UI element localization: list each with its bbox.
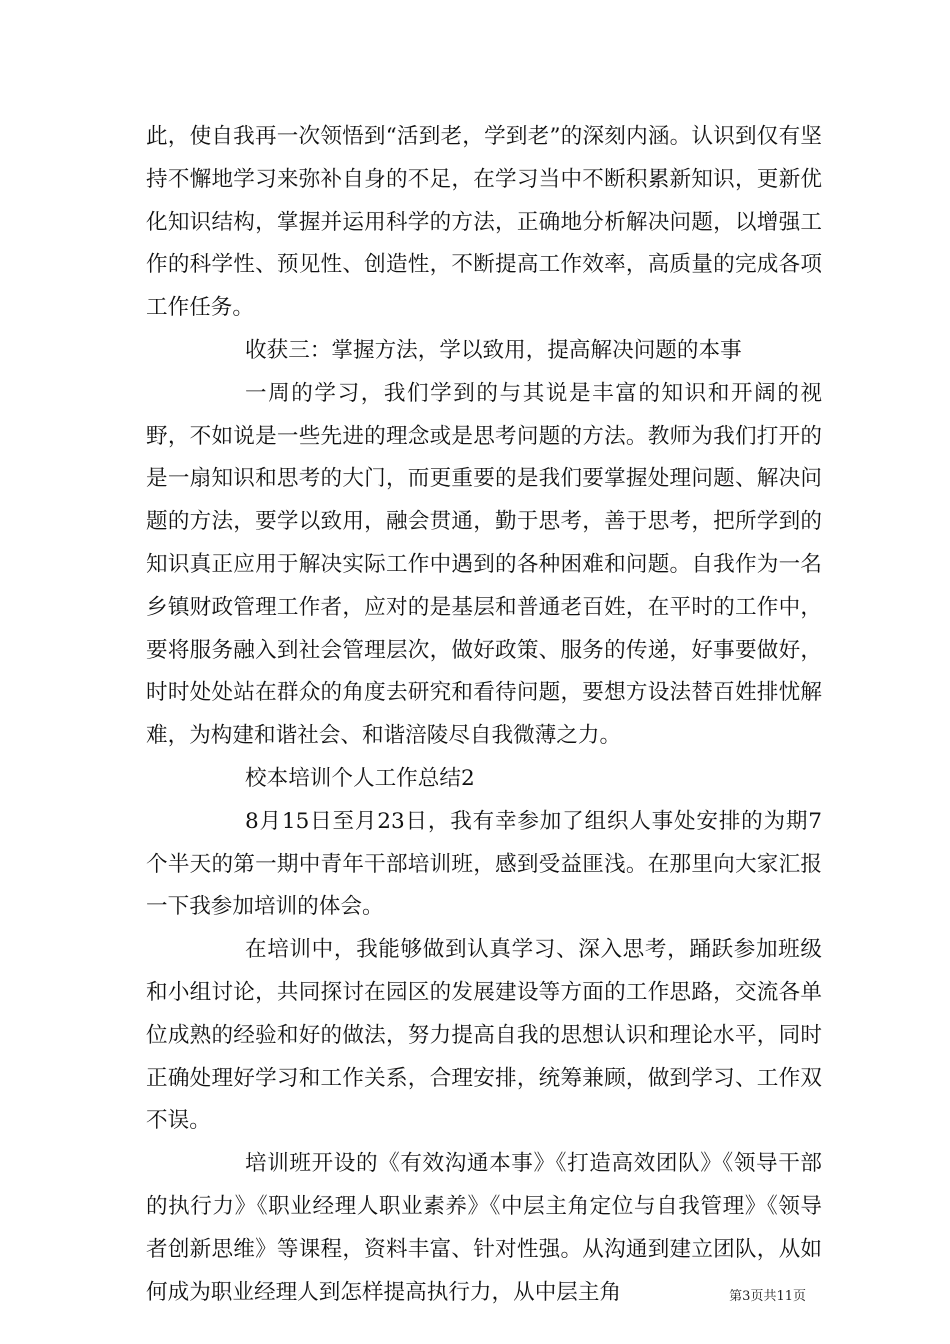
page-number-footer: 第3页共11页	[729, 1289, 806, 1304]
document-body	[146, 116, 822, 1314]
paragraph-6: 在培训中，我能够做到认真学习、深入思考，踊跃参加班级和小组讨论，共同探讨在园区的发展建设等方面的工作思路，交流各单位成熟的经验和好的做法，努力提高自我的思想认识和理论水平，同时正确处理好学习和工作关系，合理安排，统筹兼顾，做到学习、工作双不误。	[146, 937, 822, 1134]
paragraph-2-heading: 收获三：掌握方法，学以致用，提高解决问题的本事	[245, 337, 742, 363]
paragraph-3: 一周的学习，我们学到的与其说是丰富的知识和开阔的视野，不如说是一些先进的理念或是思考问题的方法。教师为我们打开的是一扇知识和思考的大门，而更重要的是我们要掌握处理问题、解决问题的方法，要学以致用，融会贯通，勤于思考，善于思考，把所学到的知识真正应用于解决实际工作中遇到的各种困难和问题。自我作为一名乡镇财政管理工作者，应对的是基层和普通老百姓，在平时的工作中，要将服务融入到社会管理层次，做好政策、服务的传递，好事要做好，时时处处站在群众的角度去研究和看待问题，要想方设法替百姓排忧解难，为构建和谐社会、和谐涪陵尽自我微薄之力。	[146, 380, 822, 749]
paragraph-1: 此，使自我再一次领悟到“活到老，学到老”的深刻内涵。认识到仅有坚持不懈地学习来弥补自身的不足，在学习当中不断积累新知识，更新优化知识结构，掌握并运用科学的方法，正确地分析解决问题，以增强工作的科学性、预见性、创造性，不断提高工作效率，高质量的完成各项工作任务。	[146, 124, 822, 321]
paragraph-4-title: 校本培训个人工作总结2	[245, 765, 475, 791]
paragraph-5: 8月15日至月23日，我有幸参加了组织人事处安排的为期7个半天的第一期中青年干部培训班，感到受益匪浅。在那里向大家汇报一下我参加培训的体会。	[146, 808, 822, 920]
paragraph-7: 培训班开设的《有效沟通本事》《打造高效团队》《领导干部的执行力》《职业经理人职业素养》《中层主角定位与自我管理》《领导者创新思维》等课程，资料丰富、针对性强。从沟通到建立团队，从如何成为职业经理人到怎样提高执行力，从中层主角	[146, 1151, 822, 1305]
